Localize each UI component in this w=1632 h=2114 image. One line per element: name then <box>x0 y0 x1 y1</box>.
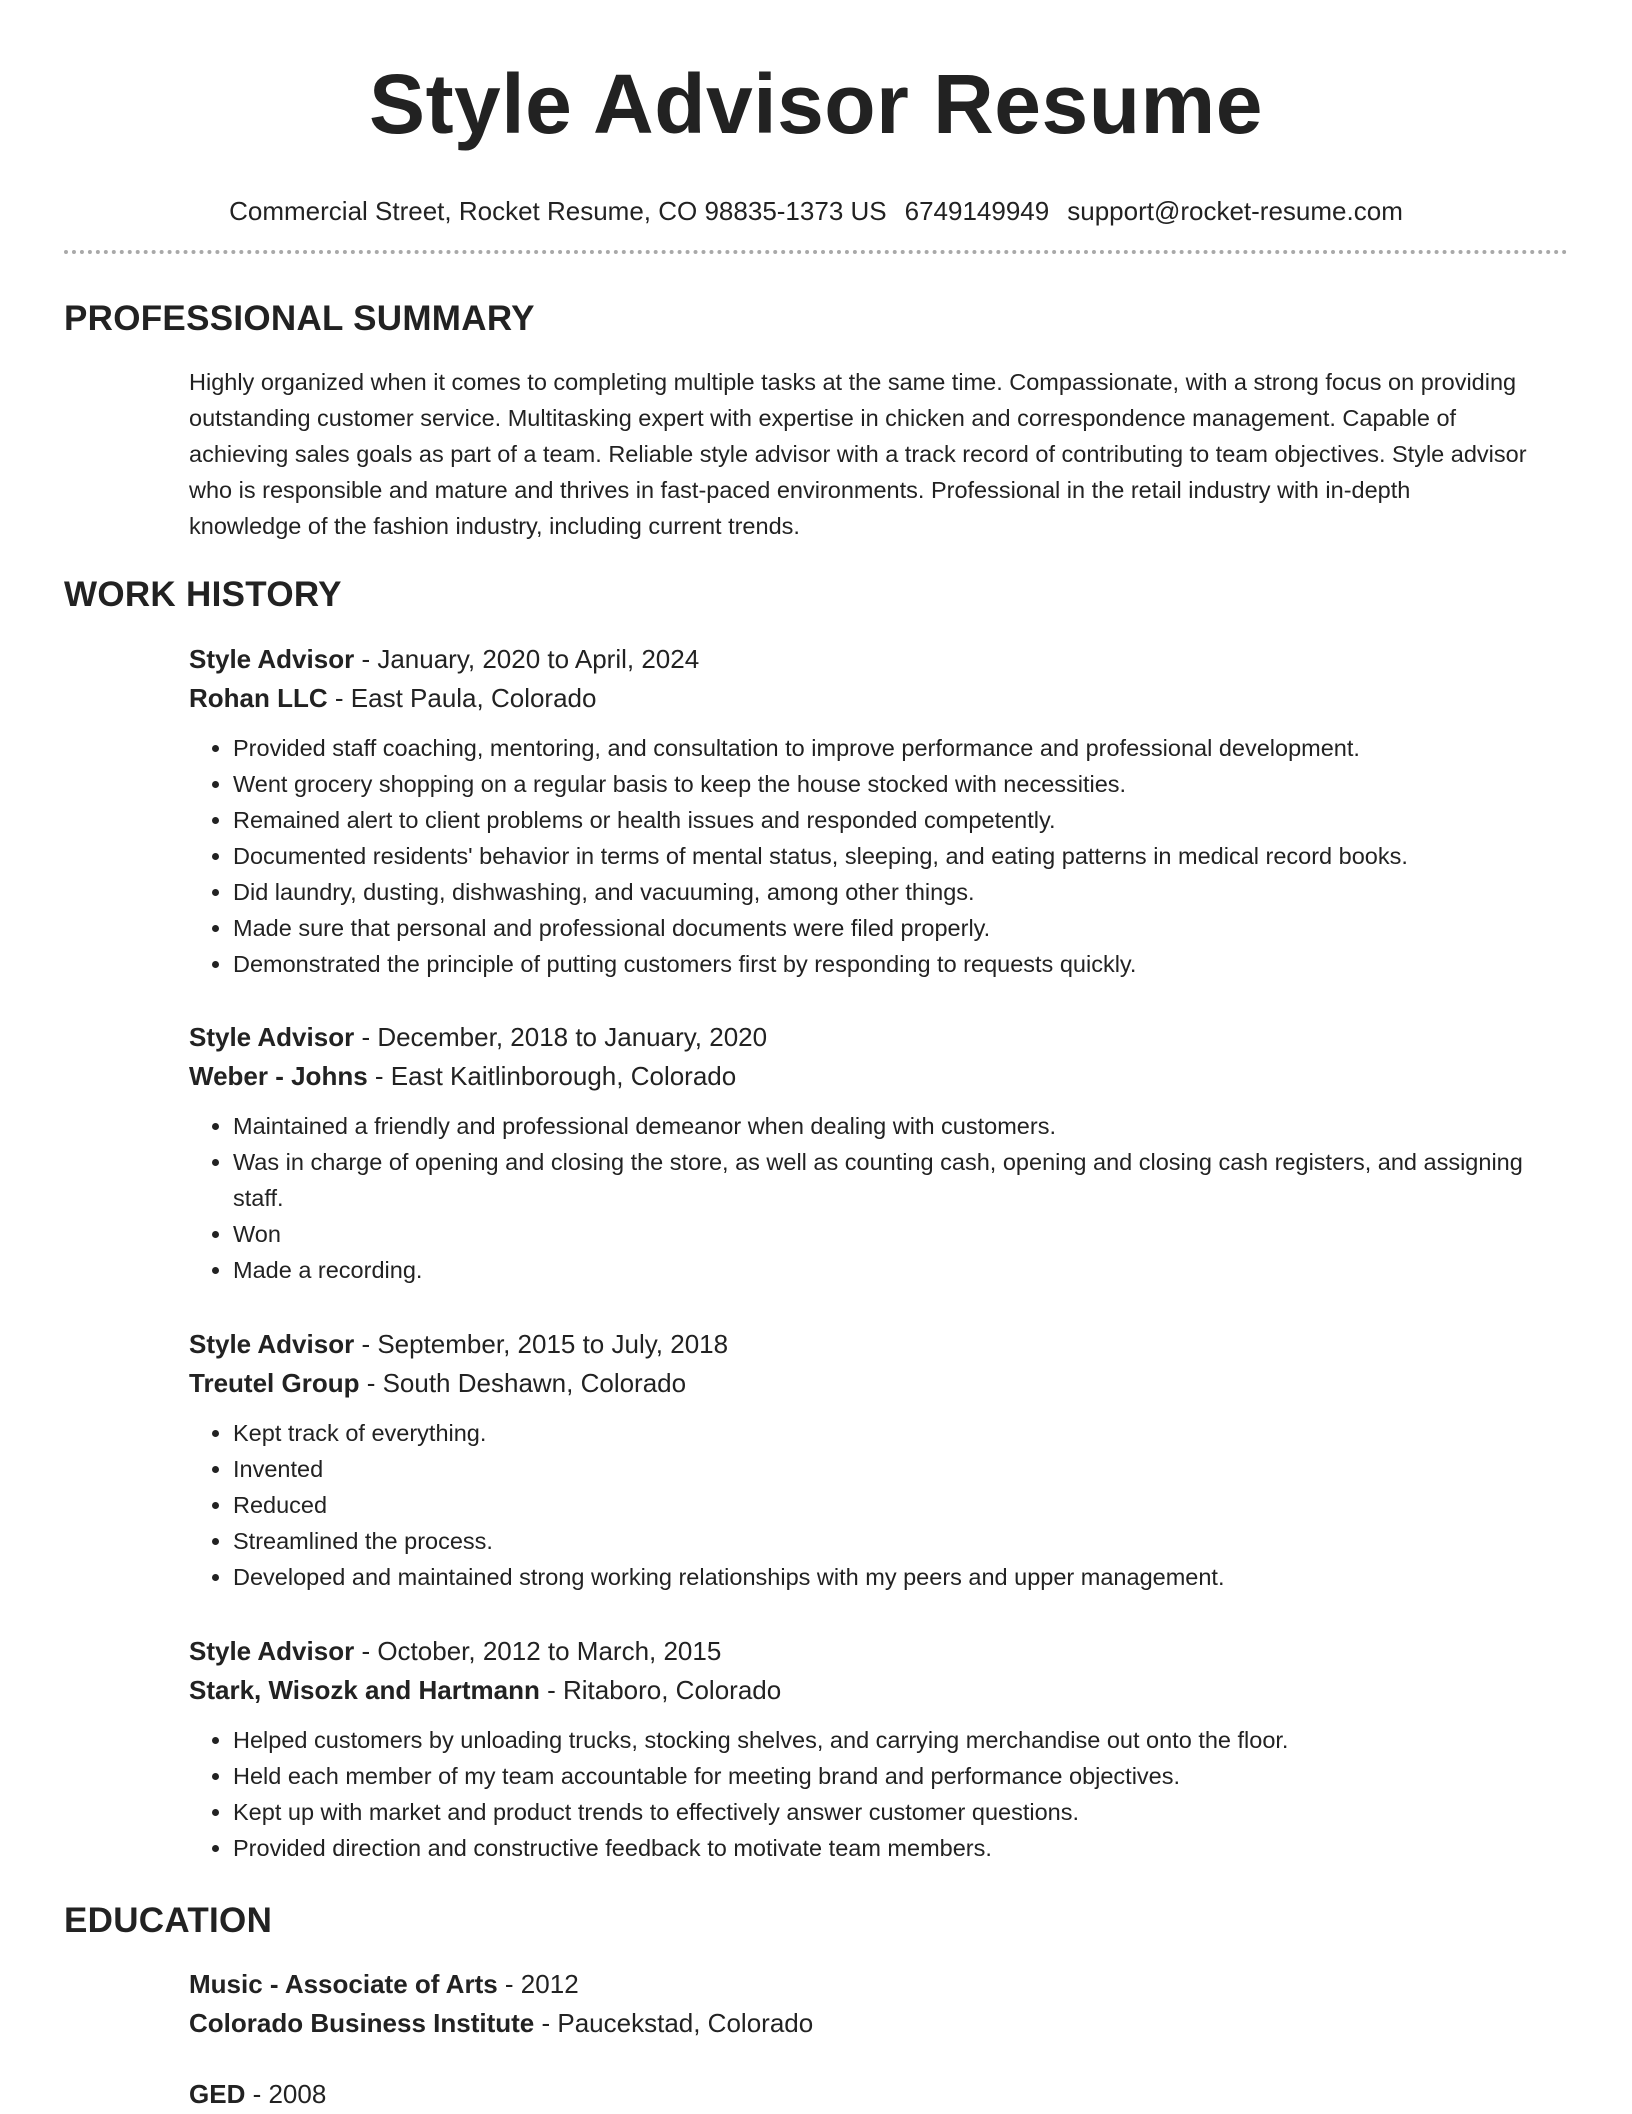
education-entry <box>189 2075 1529 2114</box>
job-company: Stark, Wisozk and Hartmann <box>189 1675 540 1705</box>
job-company-line <box>189 1671 1529 1710</box>
job-company: Rohan LLC <box>189 683 328 713</box>
job-bullet: • Was in charge of opening and closing the store, as well as counting cash, opening and closing cash registers, and assigning staff. <box>233 1144 1529 1216</box>
job-company-line <box>189 679 1529 718</box>
job-dates: - January, 2020 to April, 2024 <box>354 644 700 674</box>
education-degree-line <box>189 1965 1529 2004</box>
job-title-line <box>189 640 1529 679</box>
resume-header <box>64 56 1568 228</box>
job-bullet: • Did laundry, dusting, dishwashing, and vacuuming, among other things. <box>233 874 1529 910</box>
job-bullets <box>189 1108 1529 1288</box>
job-title: Style Advisor <box>189 644 355 674</box>
job-bullet: • Kept track of everything. <box>233 1415 1529 1451</box>
job-entry <box>189 1018 1529 1288</box>
job-bullet: • Made sure that personal and professional documents were filed properly. <box>233 910 1529 946</box>
header-divider <box>64 250 1568 254</box>
job-bullet: • Kept up with market and product trends to effectively answer customer questions. <box>233 1794 1529 1830</box>
job-bullet: • Streamlined the process. <box>233 1523 1529 1559</box>
job-title-line <box>189 1325 1529 1364</box>
job-bullet: • Helped customers by unloading trucks, stocking shelves, and carrying merchandise out onto the floor. <box>233 1722 1529 1758</box>
education-year: - 2012 <box>497 1969 579 1999</box>
summary-text: Highly organized when it comes to completing multiple tasks at the same time. Compassionate, with a strong focus on providing outstanding customer service. Multitasking expert with expertise in chicken and correspondence management. Capable of achieving sales goals as part of a team. Reliable style advisor with a track record of contributing to team objectives. Style advisor who is responsible and mature and thrives in fast-paced environments. Professional in the retail industry with in-depth knowledge of the fashion industry, including current trends. <box>189 369 1527 539</box>
job-bullet: • Provided staff coaching, mentoring, and consultation to improve performance and professional development. <box>233 730 1529 766</box>
contact-email: support@rocket-resume.com <box>1067 196 1403 226</box>
education-degree: Music - Associate of Arts <box>189 1969 498 1999</box>
education-school: Colorado Business Institute <box>189 2008 535 2038</box>
job-bullet: • Reduced <box>233 1487 1529 1523</box>
job-title: Style Advisor <box>189 1022 355 1052</box>
education-location: - Paucekstad, Colorado <box>534 2008 814 2038</box>
job-company: Weber - Johns <box>189 1061 368 1091</box>
job-bullet: • Went grocery shopping on a regular basis to keep the house stocked with necessities. <box>233 766 1529 802</box>
resume-title: Style Advisor Resume <box>369 57 1263 151</box>
job-bullet: • Demonstrated the principle of putting customers first by responding to requests quickly. <box>233 946 1529 982</box>
job-bullet: • Documented residents' behavior in terms of mental status, sleeping, and eating patterns in medical record books. <box>233 838 1529 874</box>
education-degree-line <box>189 2075 1529 2114</box>
education-entry <box>189 1965 1529 2043</box>
job-location: - East Paula, Colorado <box>327 683 597 713</box>
job-bullet: • Held each member of my team accountable for meeting brand and performance objectives. <box>233 1758 1529 1794</box>
job-title: Style Advisor <box>189 1636 355 1666</box>
job-entry <box>189 640 1529 982</box>
job-entry <box>189 1325 1529 1595</box>
education-degree: GED <box>189 2079 246 2109</box>
education-school-line <box>189 2004 1529 2043</box>
job-bullets <box>189 1415 1529 1595</box>
job-location: - Ritaboro, Colorado <box>539 1675 782 1705</box>
job-bullet: • Provided direction and constructive feedback to motivate team members. <box>233 1830 1529 1866</box>
contact-address: Commercial Street, Rocket Resume, CO 98835-1373 US <box>229 196 887 226</box>
job-bullet: • Won <box>233 1216 1529 1252</box>
summary-heading: PROFESSIONAL SUMMARY <box>64 299 535 338</box>
job-dates: - December, 2018 to January, 2020 <box>354 1022 768 1052</box>
job-title-line <box>189 1018 1529 1057</box>
job-title-line <box>189 1632 1529 1671</box>
job-title: Style Advisor <box>189 1329 355 1359</box>
job-bullet: • Developed and maintained strong working relationships with my peers and upper management. <box>233 1559 1529 1595</box>
contact-phone: 6749149949 <box>904 196 1050 226</box>
job-entry <box>189 1632 1529 1866</box>
job-bullet: • Remained alert to client problems or health issues and responded competently. <box>233 802 1529 838</box>
job-bullet: • Maintained a friendly and professional demeanor when dealing with customers. <box>233 1108 1529 1144</box>
job-location: - East Kaitlinborough, Colorado <box>367 1061 737 1091</box>
education-heading: EDUCATION <box>64 1901 273 1940</box>
contact-info <box>64 194 1568 228</box>
job-company-line <box>189 1364 1529 1403</box>
job-dates: - September, 2015 to July, 2018 <box>354 1329 729 1359</box>
job-company: Treutel Group <box>189 1368 360 1398</box>
job-dates: - October, 2012 to March, 2015 <box>354 1636 722 1666</box>
job-location: - South Deshawn, Colorado <box>359 1368 687 1398</box>
job-bullets <box>189 1722 1529 1866</box>
job-company-line <box>189 1057 1529 1096</box>
education-year: - 2008 <box>245 2079 327 2109</box>
job-bullet: • Invented <box>233 1451 1529 1487</box>
job-bullet: • Made a recording. <box>233 1252 1529 1288</box>
work-history-heading: WORK HISTORY <box>64 575 342 614</box>
job-bullets <box>189 730 1529 982</box>
